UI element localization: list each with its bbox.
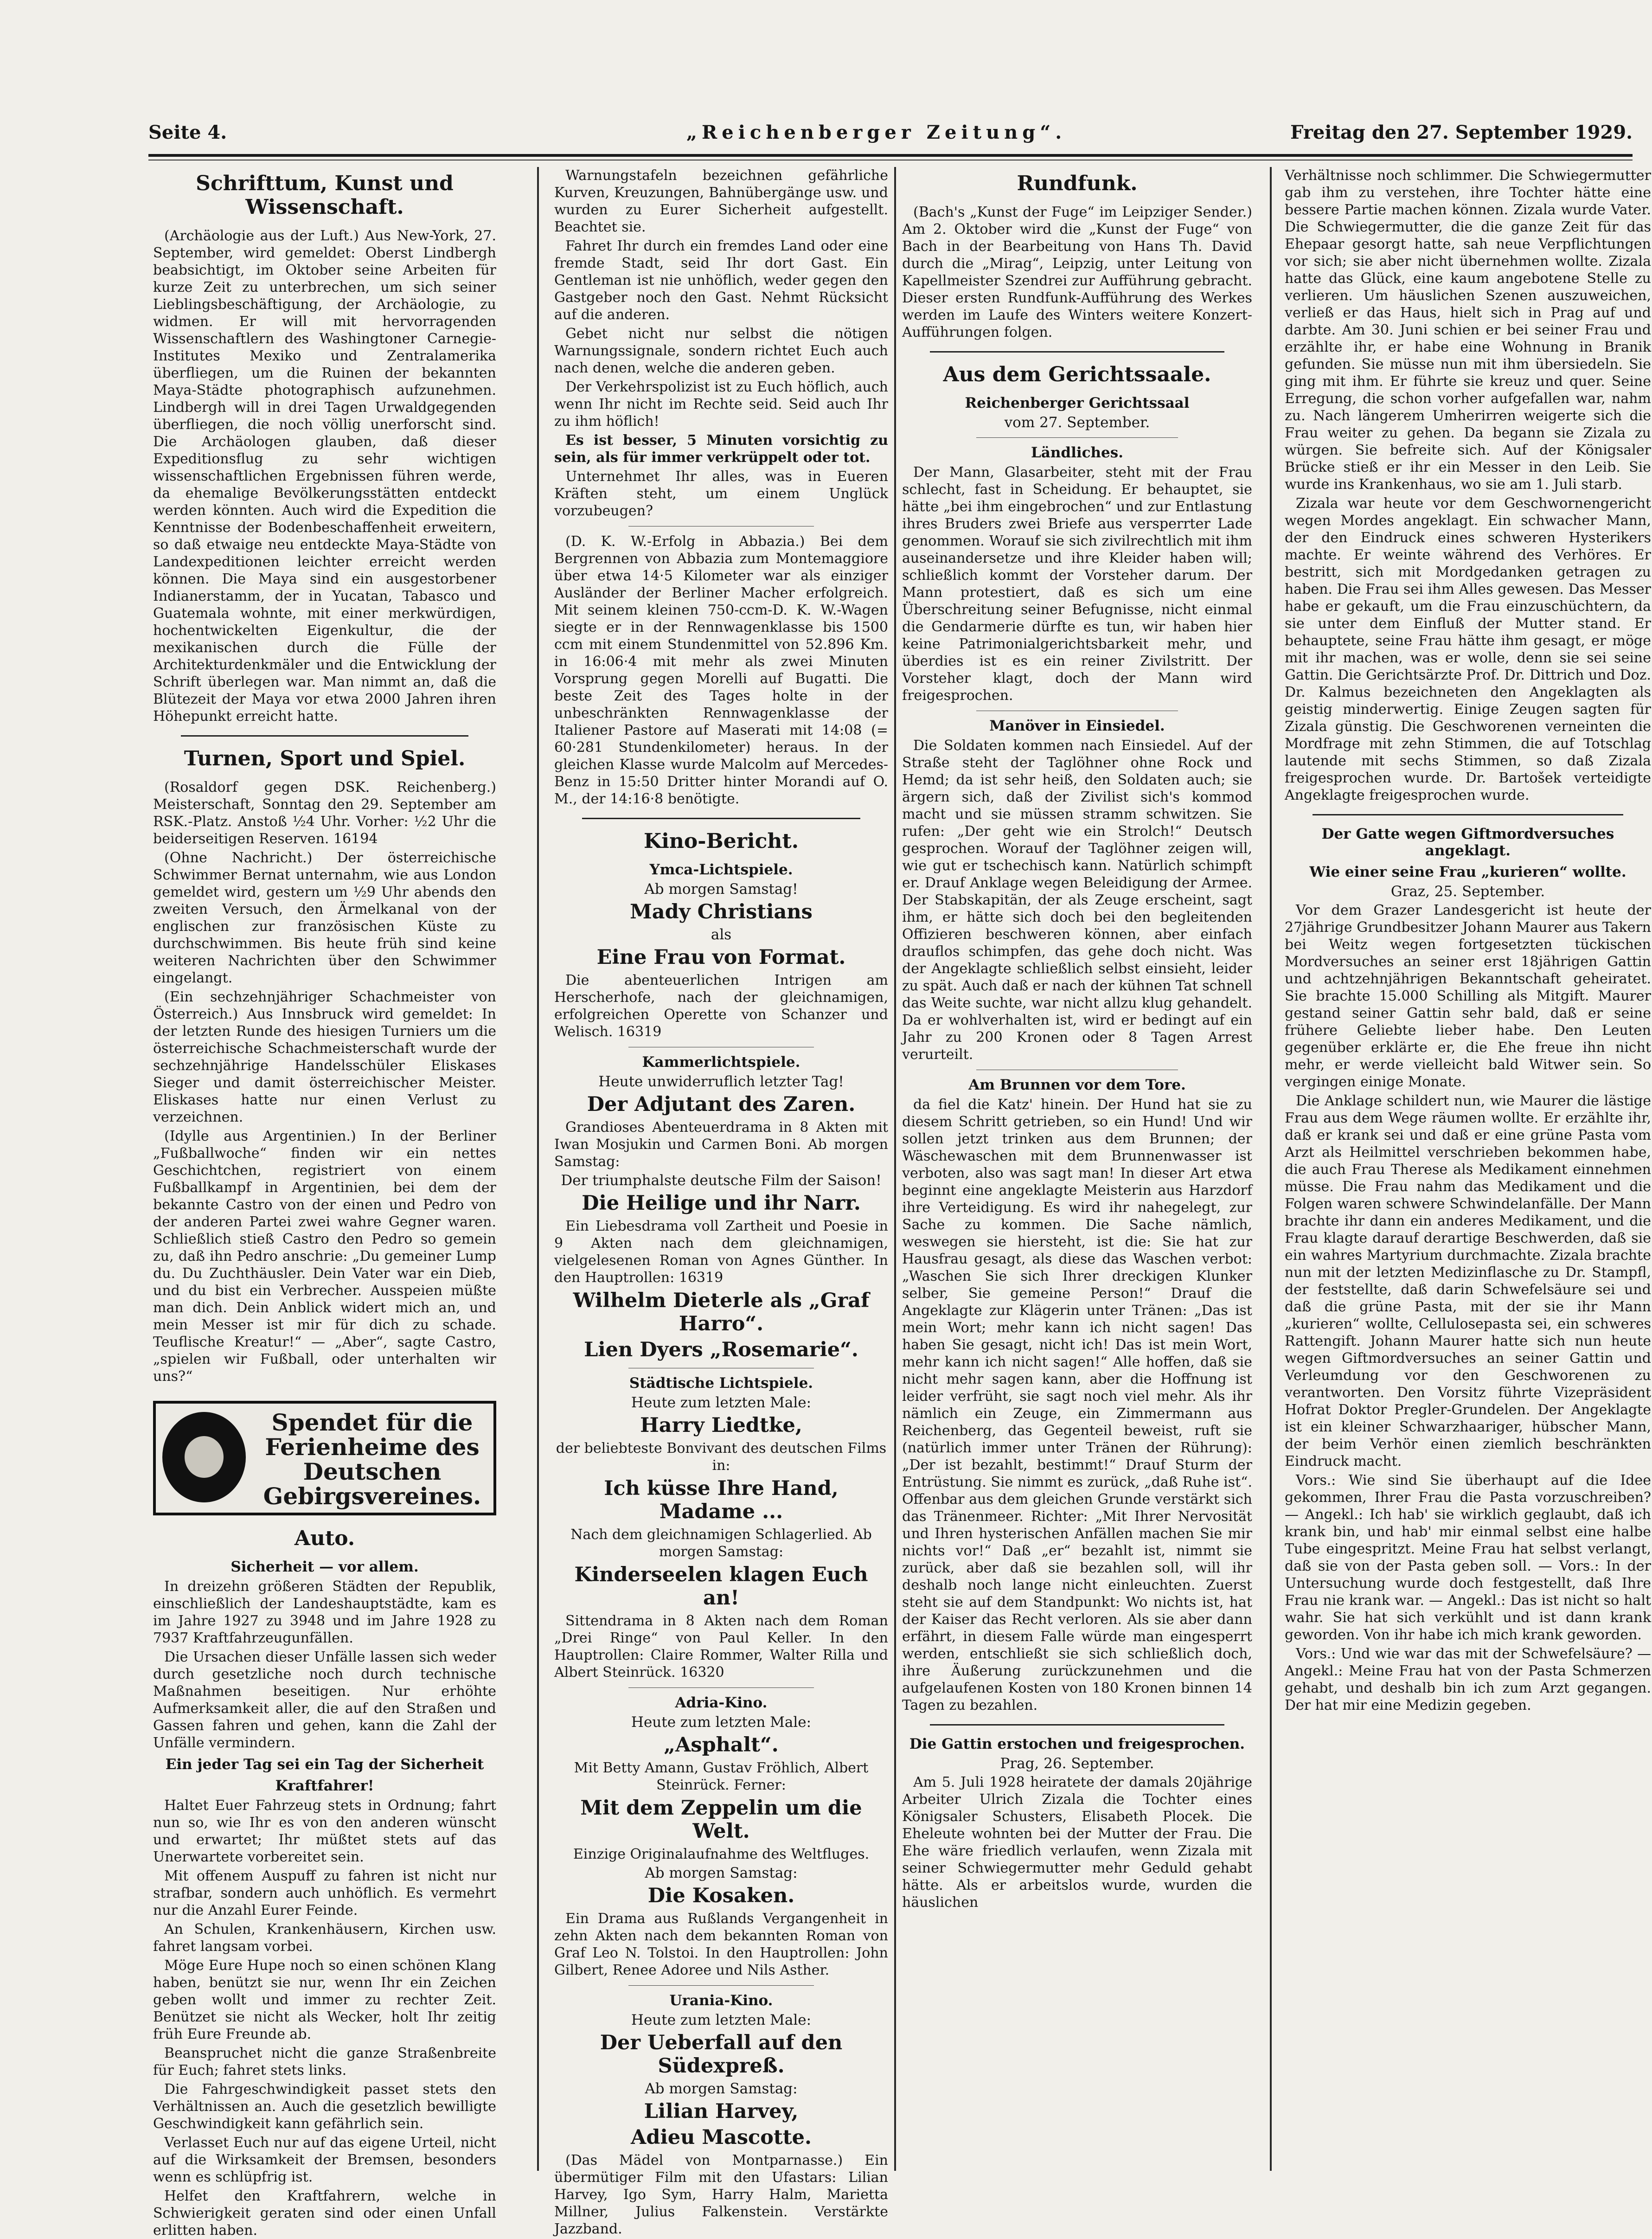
section-heading-auto: Auto.	[294, 1527, 355, 1550]
article-chess-master: (Ein sechzehnjähriger Schachmeister von Österreich.) Aus Innsbruck wird gemeldet: In der letzten Runde des hiesigen Turniers um die österreichische Schachmeisterschaft wurde der sechzehnjährige Handelsschüler Eliskases Sieger und damit österreichischer Meister. Eliskases hatte nur einen Verlust zu verzeichnen.	[153, 989, 496, 1125]
rule-paragraph: Möge Eure Hupe noch so einen schönen Klang haben, benützt sie nur, wenn Ihr ein Zeichen geben wollt und immer zu rechter Zeit. Benützet sie nicht als Wecker, holt Ihr zeitig früh Eure Freunde ab.	[153, 1957, 496, 2042]
case-heading: Die Gattin erstochen und freigesprochen.	[909, 1736, 1245, 1752]
article-causes: Die Ursachen dieser Unfälle lassen sich weder durch gesetzliche noch durch technische Maßnahmen beseitigen. Nur erhöhte Aufmerksamkeit aller, die auf den Straßen und Gassen fahren und gehen, kann die Zahl der Unfälle vermindern.	[153, 1649, 496, 1751]
film-title: Ich küsse Ihre Hand, Madame ...	[604, 1477, 839, 1523]
divider	[582, 818, 860, 819]
film-description: Die abenteuerlichen Intrigen am Herscherhofe, nach der gleichnamigen, erfolgreichen Operette von Schanzer und Welisch. 16319	[554, 972, 888, 1040]
divider	[628, 1687, 814, 1688]
column-4	[1285, 167, 1651, 2069]
cinema-schedule: Ab morgen Samstag:	[645, 2080, 798, 2097]
divider	[976, 437, 1178, 438]
film-title: Adieu Mascotte.	[631, 2126, 812, 2149]
film-description: (Das Mädel von Montparnasse.) Ein übermütiger Film mit den Ufastars: Lilian Harvey, Igo Sym, Harry Halm, Marietta Millner, Julius Falkenstein. Verstärkte Jazzband.	[554, 2152, 888, 2237]
rule-paragraph: Fahret Ihr durch ein fremdes Land oder eine fremde Stadt, seid Ihr dort Gast. Ein Gentleman ist nie unhöflich, weder gegen den Gastgeber noch den Gast. Nehmt Rücksicht auf die anderen.	[554, 238, 888, 323]
case-text: Die Soldaten kommen nach Einsiedel. Auf der Straße steht der Taglöhner ohne Rock und Hemd; da ist sehr heiß, den Soldaten auch; sie ärgern sich, daß der Zivilist sich's kommod macht und sie müssen stramm schwitzen. Sie rufen: „Der geht wie ein Strolch!“ Deutsch gesprochen. Worauf der Taglöhner zeigen will, wie gut er tschechisch kann. Natürlich schimpft er. Drauf Anklage wegen Beleidigung der Armee. Der Stabskapitän, der als Zeuge erscheint, sagt ihm, er hätte sich doch bei den begleitenden Offizieren beschweren können, aber einfach drauflos schimpfen, das gehe doch nicht. Was der Angeklagte schließlich selbst einsieht, leider zu spät. Auch daß er nach der kühnen Tat schnell das Weite suchte, war nicht allzu klug gehandelt. Da er wohlverhalten ist, wird er bedingt auf ein Jahr zu 200 Kronen oder 8 Tagen Arrest verurteilt.	[902, 738, 1252, 1063]
film-title: Die Heilige und ihr Narr.	[582, 1192, 861, 1215]
rule-paragraph: Gebet nicht nur selbst die nötigen Warnungssignale, sondern richtet Euch auch nach denen, welche die anderen geben.	[554, 326, 888, 376]
section-heading-arts: Schrifttum, Kunst und Wissenschaft.	[196, 172, 454, 219]
column-3	[902, 167, 1252, 2115]
court-subheading: Reichenberger Gerichtssaal	[965, 395, 1190, 411]
cinema-name: Ymca-Lichtspiele.	[649, 861, 793, 878]
rule-paragraph: Helfet den Kraftfahrern, welche in Schwierigkeit geraten sind oder einen Unfall erlitten haben.	[153, 2188, 496, 2239]
film-description: Ein Liebesdrama voll Zartheit und Poesie in 9 Akten nach dem gleichnamigen, vielgelesenen Roman von Agnes Günther. In den Hauptrollen: 16319	[554, 1218, 888, 1286]
cinema-note: Mit Betty Amann, Gustav Fröhlich, Albert Steinrück. Ferner:	[574, 1760, 869, 1793]
column-divider	[537, 167, 539, 2171]
case-heading: Manöver in Einsiedel.	[989, 718, 1165, 734]
cinema-schedule: Heute unwiderruflich letzter Tag!	[598, 1073, 844, 1090]
rule-paragraph: Mit offenem Auspuff zu fahren ist nicht nur strafbar, sondern auch unhöflich. Es vermehrt nur die Anzahl Eurer Feinde.	[153, 1868, 496, 1918]
section-heading-cinema: Kino-Bericht.	[643, 829, 799, 853]
case-text: Vor dem Grazer Landesgericht ist heute der 27jährige Grundbesitzer Johann Maurer aus Takern bei Weitz wegen fortgesetzten tückischen Mordversuches an seiner erst 18jährigen Gattin und achtzehnjährigen Bekanntschaft geheiratet. Sie brachte 15.000 Schilling als Mitgift. Maurer gestand seiner Gattin sehr bald, daß er seine frühere Geliebte lieber habe. Den Leuten gegenüber erklärte er, die Ehe freue ihn nicht mehr, er werde vielleicht bald Witwer sein. So vergingen einige Monate.	[1285, 902, 1651, 1090]
court-date: vom 27. September.	[1004, 414, 1150, 431]
cinema-schedule: Heute zum letzten Male:	[631, 2012, 812, 2028]
article-channel-swimmer: (Ohne Nachricht.) Der österreichische Schwimmer Bernat unternahm, wie aus London gemeldet wird, gestern um ½9 Uhr abends den zweiten Versuch, den Ärmelkanal von der englischen zur französischen Küste zu durchschwimmen. Bis heute früh sind keine weiteren Nachrichten über den Schwimmer eingelangt.	[153, 850, 496, 986]
cinema-schedule: Heute zum letzten Male:	[631, 1394, 812, 1411]
cinema-note: Nach dem gleichnamigen Schlagerlied. Ab morgen Samstag:	[570, 1527, 872, 1560]
case-text: da fiel die Katz' hinein. Der Hund hat sie zu diesem Schritt getrieben, so ein Hund! Und wir sollen jetzt trinken aus dem Brunnen; der Wäschewaschen mit dem Brunnenwasser ist verboten, also was sagt man! In dieser Art etwa beginnt eine angeklagte Meisterin aus Harzdorf ihre Verteidigung. Es wird ihr nahegelegt, zur Sache zu kommen. Die Sache nämlich, weswegen sie hiersteht, ist die: Sie hat zur Hausfrau gesagt, als diese das Waschen verbot: „Waschen Sie sich Ihrer dreckigen Klunker selber, Sie gemeine Person!“ Drauf die Angeklagte zur Klägerin unter Tränen: „Das ist mein Wort; mehr kann ich nicht sagen! Das haben Sie gesagt, nicht ich! Das ist mein Wort, mehr kann ich nicht sagen!“ Alle hoffen, daß sie nicht mehr sagen kann, aber die Hoffnung ist leider verfrüht, sie sagt noch viel mehr. Als ihr nämlich ein Zeuge, ein Zimmermann aus Reichenberg, das Gegenteil beweist, ruft sie (natürlich immer unter Tränen der Rührung): „Der ist bezahlt, bestimmt!“ Drauf Sturm der Entrüstung. Sie nimmt es zurück, „daß Ruhe ist“. Offenbar aus dem gleichen Grunde verstärkt sich das Tränenmeer. Richter: „Mit Ihrer Nervosität und Ihren hysterischen Anfällen machen Sie mir nichts vor!“ Daß „er“ bezahlt ist, nimmt sie zurück, aber daß sie bezahlen soll, will ihr deshalb noch lange nicht einleuchten. Zuerst steht sie auf dem Standpunkt: Wo nichts ist, hat der Kaiser das Recht verloren. Als sie aber dann erfährt, in diesem Falle würde man eingesperrt werden, entschließt sie sich schließlich doch, ihre Äußerung zurückzunehmen und die aufgelaufenen Kosten von 180 Kronen binnen 14 Tagen zu bezahlen.	[902, 1097, 1252, 1713]
cinema-note: als	[711, 926, 732, 943]
section-heading-sport: Turnen, Sport und Spiel.	[184, 747, 466, 770]
cinema-schedule: Heute zum letzten Male:	[631, 1714, 812, 1731]
film-description: Ein Drama aus Rußlands Vergangenheit in zehn Akten nach dem bekannten Roman von Graf Leo N. Tolstoi. In den Hauptrollen: John Gilbert, Renee Adoree und Nils Asther.	[554, 1911, 888, 1978]
film-star: Mady Christians	[630, 900, 813, 924]
film-description: Sittendrama in 8 Akten nach dem Roman „Drei Ringe“ von Paul Keller. In den Hauptrollen: Claire Rommer, Walter Rilla und Albert Steinrück. 16320	[554, 1613, 888, 1681]
film-star: Lien Dyers „Rosemarie“.	[584, 1338, 858, 1361]
film-star: Wilhelm Dieterle als „Graf Harro“.	[573, 1289, 870, 1335]
article-argentina: (Idylle aus Argentinien.) In der Berliner „Fußballwoche“ finden wir ein nettes Geschichtchen, registriert von einem Fußballkampf in Argentinien, bei dem der bekannte Castro von der einen und Pedro von der anderen Partei zwei wahre Gegner waren. Schließlich stieß Castro den Pedro so gemein zu, daß ihn Pedro anschrie: „Du gemeiner Lump du. Du Zuchthäusler. Dein Vater war ein Dieb, und du bist ein Verbrecher. Ausspeien müßte man dich. Dein Anblick widert mich an, und mein Messer ist mir für dich zu schade. Teuflische Kreatur!“ — „Aber“, sagte Castro, „spielen wir Fußball, oder unterhalten wir uns?“	[153, 1128, 496, 1385]
rule-paragraph: Verlasset Euch nur auf das eigene Urteil, nicht auf die Wirksamkeit der Bremsen, besonders wenn es schlüpfrig ist.	[153, 2135, 496, 2185]
article-abbazia-race: (D. K. W.-Erfolg in Abbazia.) Bei dem Bergrennen von Abbazia zum Montemaggiore über etwa 14·5 Kilometer war als einziger Ausländer der Berliner Macher erfolgreich. Mit seinem kleinen 750-ccm-D. K. W.-Wagen siegte er in der Rennwagenklasse bis 1500 ccm mit einem Stundenmittel von 52.896 Km. in 16:06·4 mit mehr als zwei Minuten Vorsprung gegen Morelli auf Bugatti. Die beste Zeit des Tages holte in der unbeschränkten Rennwagenklasse der Italiener Pastore auf Maserati mit 14:08 (= 60·281 Stundenkilometer) heraus. In der gleichen Klasse wurde Malcolm auf Mercedes-Benz in 15:50 Dritter hinter Morandi auf O. M., der 14:16·8 benötigte.	[554, 533, 888, 807]
issue-date: Freitag den 27. September 1929.	[1290, 122, 1633, 143]
cinema-note: Der triumphalste deutsche Film der Saison!	[561, 1172, 882, 1189]
article-archaeology: (Archäologie aus der Luft.) Aus New-York, 27. September, wird gemeldet: Oberst Lindbergh beabsichtigt, im Oktober seine Arbeiten für kurze Zeit zu unterbrechen, um sich seiner Lieblingsbeschäftigung, der Archäologie, zu widmen. Er will mit hervorragenden Wissenschaftlern des Washingtoner Carnegie-Institutes Mexiko und Zentralamerika überfliegen, um die Ruinen der bekannten Maya-Städte photographisch aufzunehmen. Lindbergh will in drei Tagen Urwaldgegenden überfliegen, die noch völlig unerforscht sind. Die Archäologen glauben, daß dieser Expeditionsflug zu sehr wichtigen wissenschaftlichen Ergebnissen führen werde, da ehemalige Bevölkerungsstätten entdeckt werden könnten. Auch wird die Expedition die Kenntnisse der Bodenbeschaffenheit erweitern, so daß etwaige neu entdeckte Maya-Städte von Landexpeditionen leichter erreicht werden können. Die Maya sind ein ausgestorbener Indianerstamm, der in Yucatan, Tabasco und Guatemala wohnte, mit einer merkwürdigen, hochentwickelten Eigenkultur, die der mexikanischen durch die Fülle der Architekturdenkmäler und die Entwicklung der Schrift überlegen war. Man nimmt an, daß die Blütezeit der Maya vor etwa 2000 Jahren ihren Höhepunkt erreicht hatte.	[153, 228, 496, 725]
rule-paragraph: Es ist besser, 5 Minuten vorsichtig zu sein, als für immer verkrüppelt oder tot.	[554, 432, 888, 466]
case-subheading: Wie einer seine Frau „kurieren“ wollte.	[1309, 864, 1626, 880]
rule-paragraph: Beanspruchet nicht die ganze Straßenbreite für Euch; fahret stets links.	[153, 2045, 496, 2079]
case-text: Der Mann, Glasarbeiter, steht mit der Frau schlecht, fast in Scheidung. Er behauptet, sie hätte „bei ihm eingebrochen“ und zur Entlastung ihres Bruders zwei Briefe aus versperrter Lade genommen. Worauf sie sich zivilrechtlich mit ihm auseinandersetze und ihre Kleider haben will; schließlich kommt der Vorsteher darum. Der Mann protestiert, daß es sich um eine Überschreitung seiner Befugnisse, nicht einmal die Gendarmerie dürfte es tun, wir haben hier keine Patrimonialgerichtsbarkeit mehr, und überdies ist es ein reiner Zivilstritt. Der Vorsteher klagt, doch der Mann wird freigesprochen.	[902, 464, 1252, 704]
article-football-match: (Rosaldorf gegen DSK. Reichenberg.) Meisterschaft, Sonntag den 29. September am RSK.-Platz. Anstoß ½4 Uhr. Vorher: ½2 Uhr die beiderseitigen Reserven. 16194	[153, 779, 496, 847]
masthead-rule	[148, 154, 1633, 157]
masthead	[148, 122, 1633, 149]
film-title: „Asphalt“.	[664, 1733, 779, 1757]
cinema-name: Adria-Kino.	[675, 1694, 768, 1711]
case-text: Zizala war heute vor dem Geschwornengericht wegen Mordes angeklagt. Ein schwacher Mann, der den Eindruck eines schweren Hysterikers machte. Er weinte während des Verhöres. Er bestritt, sich mit Mordgedanken getragen zu haben. Die Frau sei ihm Alles gewesen. Das Messer habe er gekauft, um die Frau einzuschüchtern, da sie unter dem Einfluß der Mutter stand. Er behauptete, seine Frau hätte ihm gesagt, er möge mit ihr machen, was er wolle, denn sie sei seine Gattin. Die Gerichtsärzte Prof. Dr. Dittrich und Doz. Dr. Kalmus bezeichneten den Angeklagten als geistig minderwertig. Einige Zeugen sagten für Zizala günstig. Die Geschworenen verneinten die Mordfrage mit zehn Stimmen, die auf Totschlag lautende mit sechs Stimmen, so daß Zizala freigesprochen wurde. Dr. Bartošek verteidigte Angeklagte freigesprochen wurde.	[1285, 495, 1651, 803]
column-divider	[894, 167, 896, 2171]
film-description: Grandioses Abenteuerdrama in 8 Akten mit Iwan Mosjukin und Carmen Boni. Ab morgen Samstag:	[554, 1119, 888, 1170]
divider	[930, 351, 1224, 353]
cinema-schedule: Ab morgen Samstag!	[644, 881, 798, 898]
cinema-note: der beliebteste Bonvivant des deutschen Films in:	[556, 1440, 887, 1474]
column-2	[554, 167, 888, 2237]
divider	[930, 1724, 1224, 1726]
motto-drivers: Kraftfahrer!	[275, 1777, 374, 1794]
column-1	[153, 167, 496, 2239]
dateline: Prag, 26. September.	[1000, 1755, 1154, 1772]
cinema-schedule: Ab morgen Samstag:	[645, 1865, 798, 1881]
rule-paragraph: Der Verkehrspolizist ist zu Euch höflich, auch wenn Ihr nicht im Rechte seid. Seid auch Ihr zu ihm höflich!	[554, 379, 888, 430]
rule-paragraph: Unternehmet Ihr alles, was in Eueren Kräften steht, um einem Unglück vorzubeugen?	[554, 468, 888, 519]
divider	[628, 1985, 814, 1986]
film-title: Die Kosaken.	[647, 1884, 795, 1907]
case-heading: Am Brunnen vor dem Tore.	[968, 1077, 1186, 1093]
advertisement-text: Spendet für die Ferienheime des Deutschen Gebirgsvereines.	[263, 1409, 481, 1510]
film-title: Der Adjutant des Zaren.	[587, 1093, 856, 1116]
rule-paragraph: Die Fahrgeschwindigkeit passet stets den Verhältnissen an. Auch die gesetzlich bewilligte Geschwindigkeit kann gefährlich sein.	[153, 2081, 496, 2132]
divider	[1313, 814, 1623, 815]
advertisement-box	[153, 1401, 496, 1515]
page-number: Seite 4.	[148, 122, 227, 143]
film-star: Harry Liedtke,	[640, 1414, 802, 1437]
cinema-note: Einzige Originalaufnahme des Weltfluges.	[573, 1846, 870, 1862]
newspaper-title: „Reichenberger Zeitung“.	[686, 122, 1067, 143]
film-title: Eine Frau von Format.	[596, 946, 846, 969]
article-accidents: In dreizehn größeren Städten der Republik, einschließlich der Landeshauptstädte, kam es im Jahre 1927 zu 3948 und im Jahre 1928 zu 7937 Kraftfahrzeugunfällen.	[153, 1578, 496, 1646]
section-heading-radio: Rundfunk.	[1017, 172, 1138, 195]
case-text: Am 5. Juli 1928 heiratete der damals 20jährige Arbeiter Ulrich Zizala die Tochter eines Königsaler Schusters, Elisabeth Plocek. Die Eheleute wohnten bei der Mutter der Frau. Die Ehe wäre friedlich verlaufen, wenn Zizala mit seiner Schwiegermutter mehr Geduld gehabt hätte. Als er arbeitslos wurde, wurden die häuslichen	[902, 1774, 1252, 1911]
subheading-safety: Sicherheit — vor allem.	[231, 1559, 419, 1575]
column-divider	[1270, 167, 1272, 2171]
case-text: Die Anklage schildert nun, wie Maurer die lästige Frau aus dem Wege räumen wollte. Er erzählte ihr, daß er krank sei und daß er eine grüne Pasta vom Arzt als Heilmittel verschrieben bekommen habe, die auch Frau Therese als Medikament einnehmen müsse. Die Frau nahm das Medikament und die Folgen waren schwere Schwindelanfälle. Der Mann brachte ihr dann ein anderes Medikament, und die Frau klagte darauf derartige Beschwerden, daß sie ein wahres Martyrium durchmachte. Zizala brachte nun mit der letzten Medizinflasche zu Dr. Stampfl, der feststellte, daß darin Schwefelsäure sei und daß die grüne Pasta, mit der sie ihr Mann „kurieren“ wollte, Cellulosepasta sei, ein schweres Rattengift. Johann Maurer hatte sich nun heute wegen Giftmordversuches an seiner Gattin und Verleumdung vor den Geschworenen zu verantworten. Den Vorsitz führte Vizepräsident Hofrat Doktor Pregler-Grundelen. Der Angeklagte ist ein kleiner Schwarzhaariger, hübscher Mann, der beim Verhör einen ziemlich beschränkten Eindruck macht.	[1285, 1093, 1651, 1469]
case-text: Verhältnisse noch schlimmer. Die Schwiegermutter gab ihm zu verstehen, ihre Tochter hätte eine bessere Partie machen können. Zizala wurde Vater. Die Schwiegermutter, die die ganze Zeit für das Ehepaar gesorgt hatte, sah neue Verpflichtungen vor sich; sie aber nicht übernehmen wollte. Zizala hatte das Glück, eine kaum angebotene Stelle zu verlieren. Um häuslichen Szenen auszuweichen, verließ er das Haus, hielt sich in Prag auf und darbte. Am 30. Juni schien er bei seiner Frau und erzählte ihr, er habe eine Wohnung in Branik gefunden. Sie müsse nun mit ihm übersiedeln. Sie ging mit ihm. Er führte sie kreuz und quer. Seine Erregung, die schon vorher aufgefallen war, nahm zu. Nach längerem Umherirren weigerte sich die Frau weiter zu gehen. Da begann sie Zizala zu würgen. Sie befreite sich. Auf der Königsaler Brücke stieß er ihr ein Messer in den Leib. Sie wurde ins Krankenhaus, wo sie am 1. Juli starb.	[1285, 167, 1651, 493]
article-radio-bach: (Bach's „Kunst der Fuge“ im Leipziger Sender.) Am 2. Oktober wird die „Kunst der Fuge“ von Bach in der Bearbeitung von Hans Th. David durch die „Mirag“, Leipzig, unter Leitung von Kapellmeister Szendrei zur Aufführung gebracht. Dieser ersten Rundfunk-Aufführung des Werkes werden im Laufe des Winters weitere Konzert-Aufführungen folgen.	[902, 204, 1252, 340]
cinema-name: Städtische Lichtspiele.	[629, 1375, 813, 1392]
rule-paragraph: An Schulen, Krankenhäusern, Kirchen usw. fahret langsam vorbei.	[153, 1921, 496, 1955]
case-text: Vors.: Und wie war das mit der Schwefelsäure? — Angekl.: Meine Frau hat von der Pasta Schmerzen gehabt, und deshalb bin ich zum Arzt gegangen. Der hat mir eine Medizin gegeben.	[1285, 1646, 1651, 1713]
edelweiss-emblem-icon	[162, 1412, 246, 1502]
divider	[181, 735, 468, 737]
cinema-name: Urania-Kino.	[669, 1992, 773, 2009]
dateline: Graz, 25. September.	[1390, 883, 1545, 900]
motto-line: Ein jeder Tag sei ein Tag der Sicherheit	[165, 1756, 484, 1773]
cinema-name: Kammerlichtspiele.	[642, 1054, 800, 1071]
case-heading: Der Gatte wegen Giftmordversuches angeklagt.	[1321, 826, 1614, 859]
case-text: Vors.: Wie sind Sie überhaupt auf die Idee gekommen, Ihrer Frau die Pasta vorzuschreiben? — Angekl.: Ich hab' sie wirklich geglaubt, daß ich krank bin, und hab' mir einmal selbst eine halbe Tube eingespritzt. Meine Frau hat selbst verlangt, daß sie von der Pasta geben soll. — Vors.: In der Untersuchung wurde doch festgestellt, daß Ihre Frau nie krank war. — Angekl.: Das ist nicht so halt wahr. Sie hat sich verkühlt und ist dann krank geworden. Von ihr habe ich mich krank geworden.	[1285, 1472, 1651, 1643]
rule-paragraph: Warnungstafeln bezeichnen gefährliche Kurven, Kreuzungen, Bahnübergänge usw. und wurden zu Eurer Sicherheit aufgestellt. Beachtet sie.	[554, 167, 888, 235]
rule-paragraph: Haltet Euer Fahrzeug stets in Ordnung; fahrt nun so, wie Ihr es von den anderen wünscht und erwartet; Ihr müßtet stets auf das Unerwartete vorbereitet sein.	[153, 1797, 496, 1865]
section-heading-court: Aus dem Gerichtssaale.	[943, 363, 1211, 386]
film-star: Lilian Harvey,	[644, 2100, 799, 2123]
film-title: Der Ueberfall auf den Südexpreß.	[600, 2031, 843, 2078]
film-title: Mit dem Zeppelin um die Welt.	[580, 1796, 862, 1843]
film-title: Kinderseelen klagen Euch an!	[574, 1563, 868, 1610]
case-heading: Ländliches.	[1031, 444, 1124, 461]
